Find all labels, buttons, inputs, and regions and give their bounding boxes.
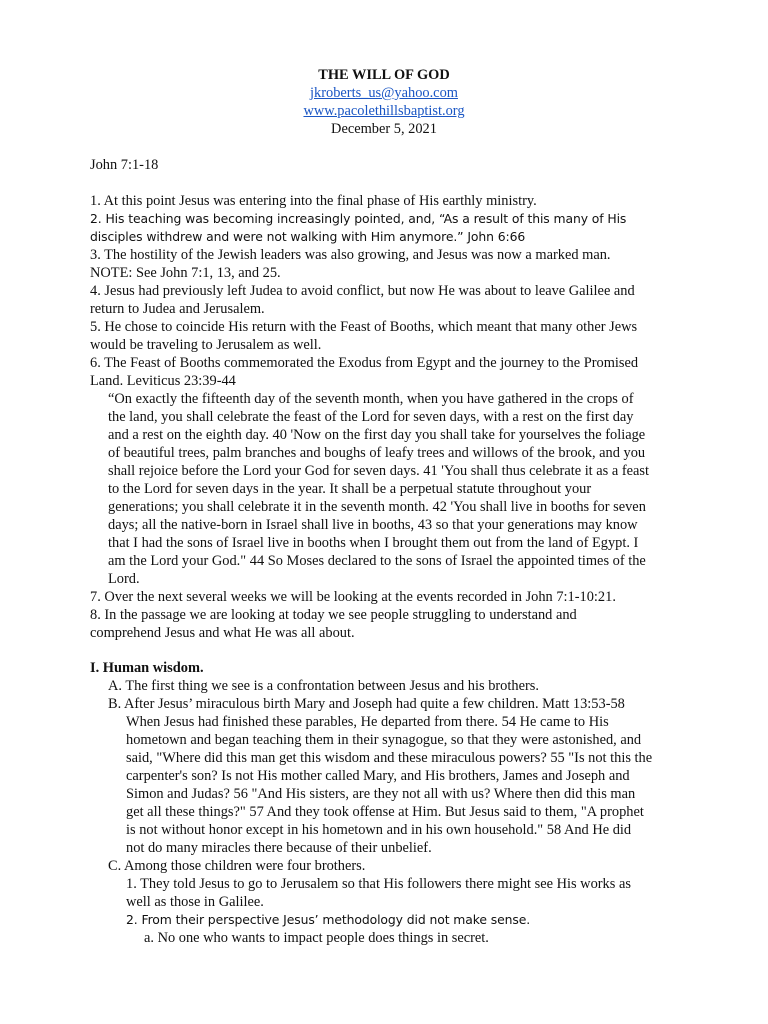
outline-item-b: B. After Jesus’ miraculous birth Mary and Joseph had quite a few children. Matt 13:53-58 <box>108 696 625 712</box>
leviticus-quote-line: generations; you shall celebrate it in the seventh month. 42 'You shall live in booths for seven <box>108 499 646 515</box>
list-item-3-cont: NOTE: See John 7:1, 13, and 25. <box>90 265 281 281</box>
outline-item-a: A. The first thing we see is a confrontation between Jesus and his brothers. <box>108 678 539 694</box>
matthew-quote-line: When Jesus had finished these parables, He departed from there. 54 He came to His <box>126 714 609 730</box>
leviticus-quote-line: that I had the sons of Israel live in booths when I brought them out from the land of Egypt. I <box>108 535 639 551</box>
leviticus-quote-line: days; all the native-born in Israel shall live in booths, 43 so that your generations may know <box>108 517 638 533</box>
matthew-quote-line: not do many miracles there because of their unbelief. <box>126 840 432 856</box>
leviticus-quote-line: Lord. <box>108 571 140 587</box>
list-item-5: 5. He chose to coincide His return with the Feast of Booths, which meant that many other Jews <box>90 319 638 335</box>
list-item-7: 7. Over the next several weeks we will be looking at the events recorded in John 7:1-10:21. <box>90 589 616 605</box>
list-item-8-cont: comprehend Jesus and what He was all about. <box>90 625 355 641</box>
list-item-1: 1. At this point Jesus was entering into the final phase of His earthly ministry. <box>90 193 537 209</box>
leviticus-quote-line: of beautiful trees, palm branches and boughs of leafy trees and willows of the brook, and you <box>108 445 646 461</box>
website-link-row <box>0 102 768 120</box>
document-date: December 5, 2021 <box>331 121 437 137</box>
list-item-2-cont: disciples withdrew and were not walking with Him anymore.” John 6:66 <box>90 229 526 244</box>
matthew-quote-line: said, "Where did this man get this wisdom and these miraculous powers? 55 "Is not this the <box>126 750 653 766</box>
matthew-quote-line: get all these things?" 57 And they took offense at Him. But Jesus said to them, "A prophet <box>126 804 644 820</box>
list-item-4: 4. Jesus had previously left Judea to avoid conflict, but now He was about to leave Galilee and <box>90 283 635 299</box>
list-item-2: 2. His teaching was becoming increasingly pointed, and, “As a result of this many of His <box>90 211 627 226</box>
outline-item-c2a: a. No one who wants to impact people does things in secret. <box>144 930 489 946</box>
matthew-quote-line: Simon and Judas? 56 "And His sisters, are they not all with us? Where then did this man <box>126 786 636 802</box>
matthew-quote-line: is not without honor except in his hometown and in his own household." 58 And He did <box>126 822 632 838</box>
leviticus-quote-line: to the Lord for seven days in the year. It shall be a perpetual statute throughout your <box>108 481 592 497</box>
scripture-reference: John 7:1-18 <box>90 157 159 173</box>
leviticus-quote-line: am the Lord your God." 44 So Moses declared to the sons of Israel the appointed times of the <box>108 553 646 569</box>
list-item-5-cont: would be traveling to Jerusalem as well. <box>90 337 322 353</box>
list-item-3: 3. The hostility of the Jewish leaders was also growing, and Jesus was now a marked man. <box>90 247 611 263</box>
outline-item-c2: 2. From their perspective Jesus’ methodology did not make sense. <box>126 912 531 927</box>
list-item-4-cont: return to Judea and Jerusalem. <box>90 301 265 317</box>
section-heading: I. Human wisdom. <box>90 660 204 676</box>
outline-item-c1-cont: well as those in Galilee. <box>126 894 264 910</box>
email-link[interactable]: jkroberts_us@yahoo.com <box>310 85 458 101</box>
document-title: THE WILL OF GOD <box>318 67 450 83</box>
list-item-6: 6. The Feast of Booths commemorated the Exodus from Egypt and the journey to the Promised <box>90 355 639 371</box>
outline-item-c1: 1. They told Jesus to go to Jerusalem so that His followers there might see His works as <box>126 876 631 892</box>
list-item-8: 8. In the passage we are looking at today we see people struggling to understand and <box>90 607 577 623</box>
list-item-6-cont: Land. Leviticus 23:39-44 <box>90 373 236 389</box>
leviticus-quote-line: and a rest on the eighth day. 40 'Now on the first day you shall take for yourselves the foliage <box>108 427 646 443</box>
leviticus-quote-line: shall rejoice before the Lord your God for seven days. 41 'You shall thus celebrate it as a feast <box>108 463 650 479</box>
email-link-row <box>0 84 768 102</box>
leviticus-quote-line: “On exactly the fifteenth day of the seventh month, when you have gathered in the crops of <box>108 391 634 407</box>
leviticus-quote-line: the land, you shall celebrate the feast of the Lord for seven days, with a rest on the first day <box>108 409 634 425</box>
outline-item-c: C. Among those children were four brothers. <box>108 858 366 874</box>
website-link[interactable]: www.pacolethillsbaptist.org <box>303 103 465 119</box>
matthew-quote-line: hometown and began teaching them in their synagogue, so that they were astonished, and <box>126 732 642 748</box>
matthew-quote-line: carpenter's son? Is not His mother called Mary, and His brothers, James and Joseph and <box>126 768 630 784</box>
